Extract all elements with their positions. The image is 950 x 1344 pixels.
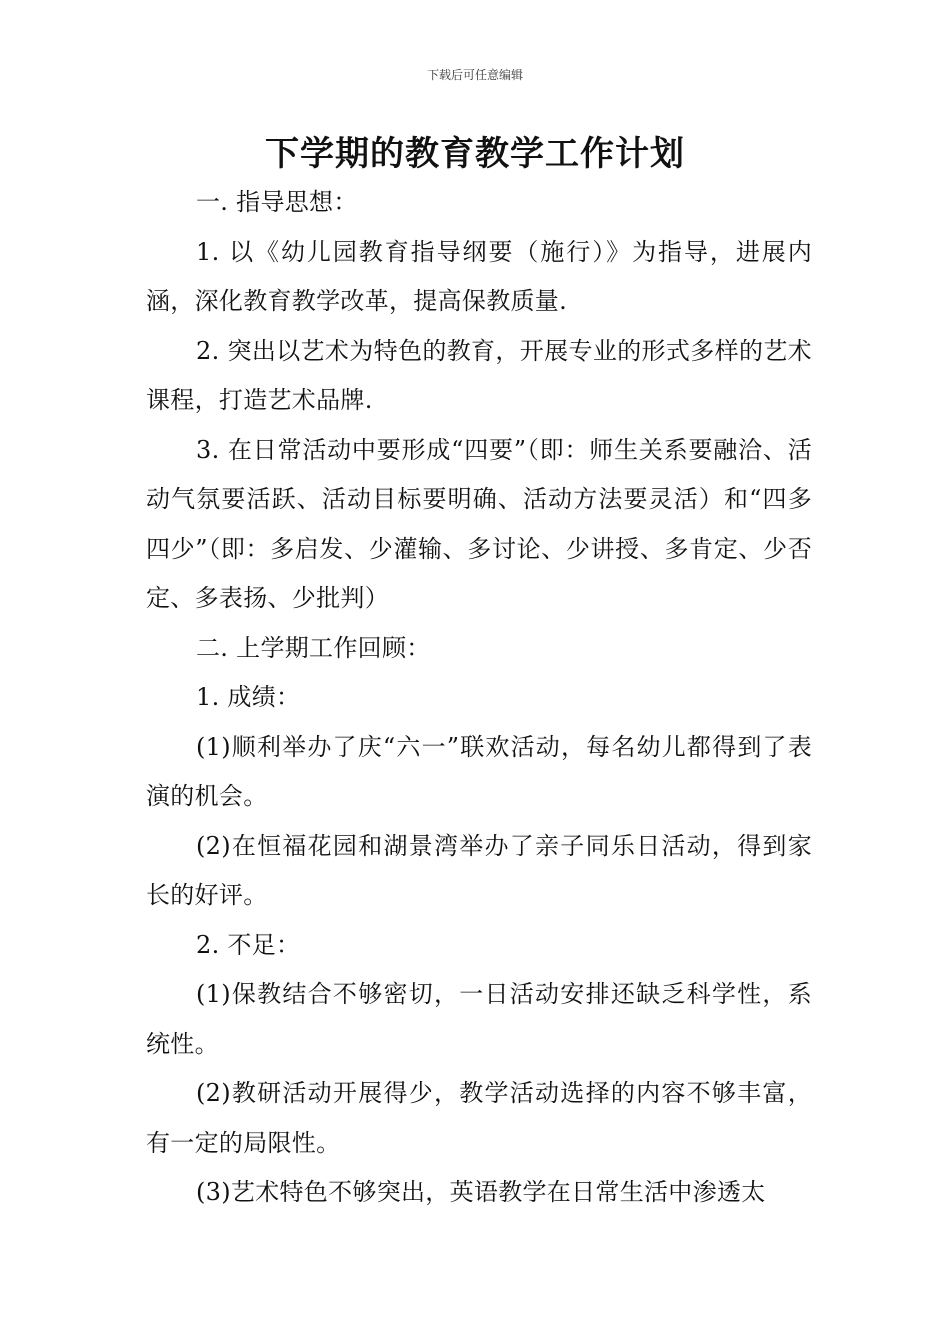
paragraph-shortcoming-2: (2)教研活动开展得少，教学活动选择的内容不够丰富，有一定的局限性。	[146, 1079, 812, 1157]
paragraph-achievement-2: (2)在恒福花园和湖景湾举办了亲子同乐日活动，得到家长的好评。	[146, 831, 812, 909]
section-heading-review: 二. 上学期工作回顾：	[196, 633, 431, 662]
paragraph-achievement-1: (1)顺利举办了庆“六一”联欢活动，每名幼儿都得到了表演的机会。	[146, 732, 812, 810]
subheading-shortcomings: 2. 不足：	[196, 930, 301, 959]
paragraph-guide-2: 2. 突出以艺术为特色的教育，开展专业的形式多样的艺术课程，打造艺术品牌.	[146, 336, 812, 414]
page-title: 下学期的教育教学工作计划	[265, 134, 685, 174]
paragraph-shortcoming-1: (1)保教结合不够密切，一日活动安排还缺乏科学性，系统性。	[146, 980, 812, 1058]
section-heading-guiding-thought: 一. 指导思想：	[196, 188, 358, 216]
paragraph-shortcoming-3: (3)艺术特色不够突出，英语教学在日常生活中渗透太	[196, 1178, 766, 1206]
paragraph-guide-1: 1. 以《幼儿园教育指导纲要（施行）》为指导，进展内涵，深化教育教学改革，提高保教质量.	[146, 237, 812, 315]
subheading-achievements: 1. 成绩：	[196, 683, 301, 711]
header-note: 下载后可任意编辑	[426, 68, 523, 82]
document-body	[146, 178, 812, 1218]
paragraph-guide-3: 3. 在日常活动中要形成“四要”（即：师生关系要融洽、活动气氛要活跃、活动目标要明确、活动方法要灵活）和“四多四少”（即：多启发、少灌输、多讨论、少讲授、多肯定、少否定、多表扬、少批判）	[146, 435, 812, 612]
